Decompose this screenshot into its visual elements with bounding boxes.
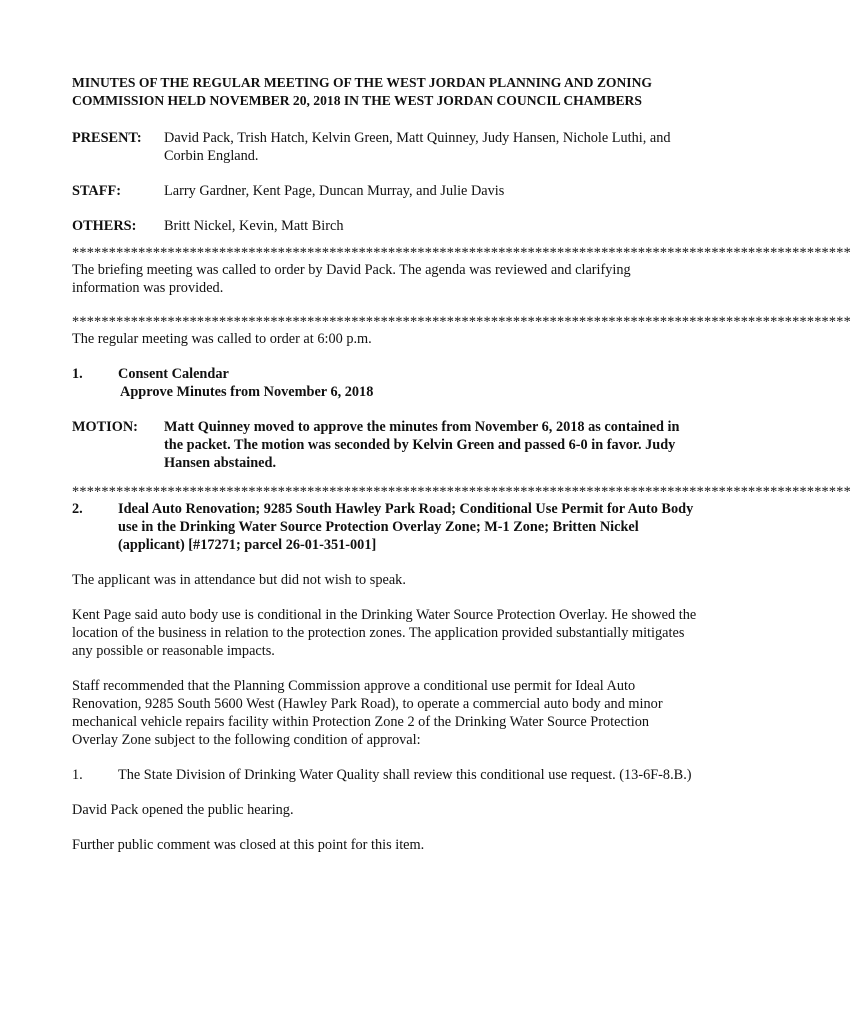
separator-line: ********************************************************************************************************** (72, 484, 851, 500)
others-row (72, 217, 697, 235)
briefing-paragraph: The briefing meeting was called to order by David Pack. The agenda was reviewed and clarifying information was provided. (72, 262, 631, 296)
condition-item (72, 766, 697, 784)
staff-value: Larry Gardner, Kent Page, Duncan Murray, and Julie Davis (164, 183, 505, 199)
staff-row (72, 182, 697, 200)
regular-meeting-paragraph: The regular meeting was called to order at 6:00 p.m. (72, 331, 372, 347)
staff-label: STAFF: (72, 183, 121, 199)
agenda-item-1 (72, 365, 697, 401)
paragraph: Staff recommended that the Planning Commission approve a conditional use permit for Ideal Auto Renovation, 9285 South 5600 West (Hawley Park Road), to operate a commercial auto body and minor mechanical vehicle repairs facility within Protection Zone 2 of the Drinking Water Source Protection Overlay Zone subject to the following condition of approval: (72, 678, 663, 748)
others-value: Britt Nickel, Kevin, Matt Birch (164, 218, 344, 234)
condition-text: The State Division of Drinking Water Quality shall review this conditional use request. (13-6F-8.B.) (118, 767, 692, 783)
item-number: 2. (72, 501, 83, 517)
item-subtitle: Approve Minutes from November 6, 2018 (120, 384, 374, 400)
document-title: MINUTES OF THE REGULAR MEETING OF THE WEST JORDAN PLANNING AND ZONING COMMISSION HELD NOVEMBER 20, 2018 IN THE WEST JORDAN COUNCIL CHAMBERS (72, 75, 652, 108)
paragraph: David Pack opened the public hearing. (72, 802, 294, 818)
paragraph: Further public comment was closed at this point for this item. (72, 837, 425, 853)
motion-text: Matt Quinney moved to approve the minutes from November 6, 2018 as contained in the packet. The motion was seconded by Kelvin Green and passed 6-0 in favor. Judy Hansen abstained. (164, 419, 680, 471)
agenda-item-2 (72, 500, 697, 554)
paragraph: Kent Page said auto body use is conditional in the Drinking Water Source Protection Overlay. He showed the location of the business in relation to the protection zones. The application provided substantially mitigates any possible or reasonable impacts. (72, 607, 697, 659)
item-title: Consent Calendar (118, 366, 229, 382)
others-label: OTHERS: (72, 218, 137, 234)
present-label: PRESENT: (72, 130, 142, 146)
present-row (72, 129, 697, 165)
minutes-page (72, 74, 851, 871)
separator-line: ********************************************************************************************************** (72, 245, 851, 261)
motion-label: MOTION: (72, 419, 138, 435)
separator-line: ********************************************************************************************************** (72, 314, 851, 330)
item-title: Ideal Auto Renovation; 9285 South Hawley Park Road; Conditional Use Permit for Auto Body use in the Drinking Water Source Protection Overlay Zone; M-1 Zone; Britten Nickel (applicant) [#17271; parcel 26-01-351-001] (118, 501, 694, 553)
present-value: David Pack, Trish Hatch, Kelvin Green, Matt Quinney, Judy Hansen, Nichole Luthi, and Corbin England. (164, 130, 671, 164)
item-number: 1. (72, 366, 83, 382)
condition-number: 1. (72, 767, 83, 783)
motion-row (72, 418, 697, 472)
item-heading (118, 365, 697, 401)
paragraph: The applicant was in attendance but did not wish to speak. (72, 572, 406, 588)
